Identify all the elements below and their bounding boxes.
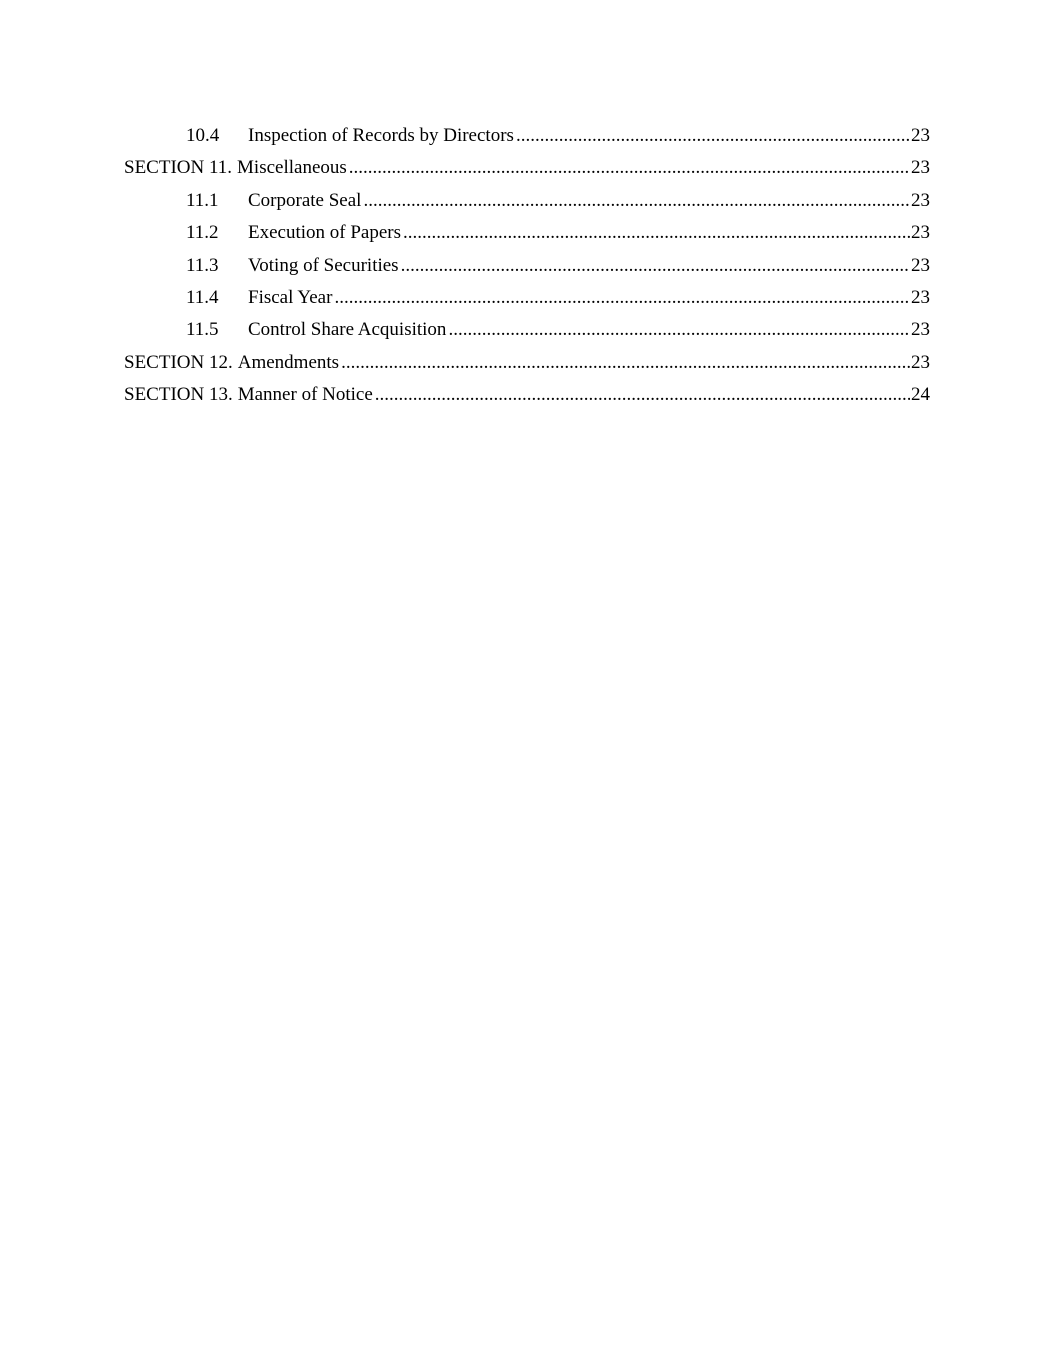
toc-entry-page: 23 xyxy=(911,222,930,244)
table-of-contents xyxy=(124,120,930,412)
toc-entry-number: 11.3 xyxy=(186,254,219,276)
toc-entry-page: 23 xyxy=(911,319,930,341)
toc-entry-title: Manner of Notice xyxy=(237,384,373,406)
toc-entry-11-2 xyxy=(124,217,930,249)
toc-entry-title: Corporate Seal xyxy=(248,189,362,211)
toc-entry-page: 23 xyxy=(911,189,930,211)
dot-leader xyxy=(403,217,910,249)
toc-entry-title: Miscellaneous xyxy=(237,157,347,179)
toc-entry-page: 24 xyxy=(911,384,930,406)
dot-leader xyxy=(341,347,910,379)
toc-entry-number: 11.4 xyxy=(186,286,219,308)
toc-entry-section-13 xyxy=(124,379,930,411)
toc-entry-section-11 xyxy=(124,152,930,184)
toc-entry-number: 11.2 xyxy=(186,222,219,244)
toc-entry-11-5 xyxy=(124,314,930,346)
toc-entry-page: 23 xyxy=(911,157,930,179)
dot-leader xyxy=(334,282,910,314)
dot-leader xyxy=(448,314,910,346)
toc-entry-11-1 xyxy=(124,185,930,217)
toc-entry-11-4 xyxy=(124,282,930,314)
toc-entry-section-12 xyxy=(124,347,930,379)
toc-entry-page: 23 xyxy=(911,254,930,276)
toc-entry-title: Fiscal Year xyxy=(248,286,333,308)
toc-entry-title: Voting of Securities xyxy=(248,254,399,276)
dot-leader xyxy=(516,120,910,152)
toc-entry-number: SECTION 13. xyxy=(124,384,233,406)
dot-leader xyxy=(363,185,910,217)
toc-entry-page: 23 xyxy=(911,286,930,308)
toc-entry-title: Control Share Acquisition xyxy=(248,319,447,341)
toc-entry-title: Inspection of Records by Directors xyxy=(248,125,514,146)
toc-entry-number: 11.1 xyxy=(186,189,219,211)
toc-entry-page: 23 xyxy=(911,125,930,146)
toc-entry-number: 11.5 xyxy=(186,319,219,341)
toc-entry-11-3 xyxy=(124,250,930,282)
dot-leader xyxy=(375,379,910,411)
dot-leader xyxy=(401,250,910,282)
toc-entry-page: 23 xyxy=(911,351,930,373)
toc-entry-number: SECTION 11. xyxy=(124,157,233,179)
toc-entry-number: SECTION 12. xyxy=(124,351,233,373)
toc-entry-title: Amendments xyxy=(237,351,340,373)
toc-entry-10-4 xyxy=(124,120,930,152)
toc-entry-number: 10.4 xyxy=(186,125,220,146)
dot-leader xyxy=(349,152,910,184)
toc-entry-title: Execution of Papers xyxy=(248,222,402,244)
